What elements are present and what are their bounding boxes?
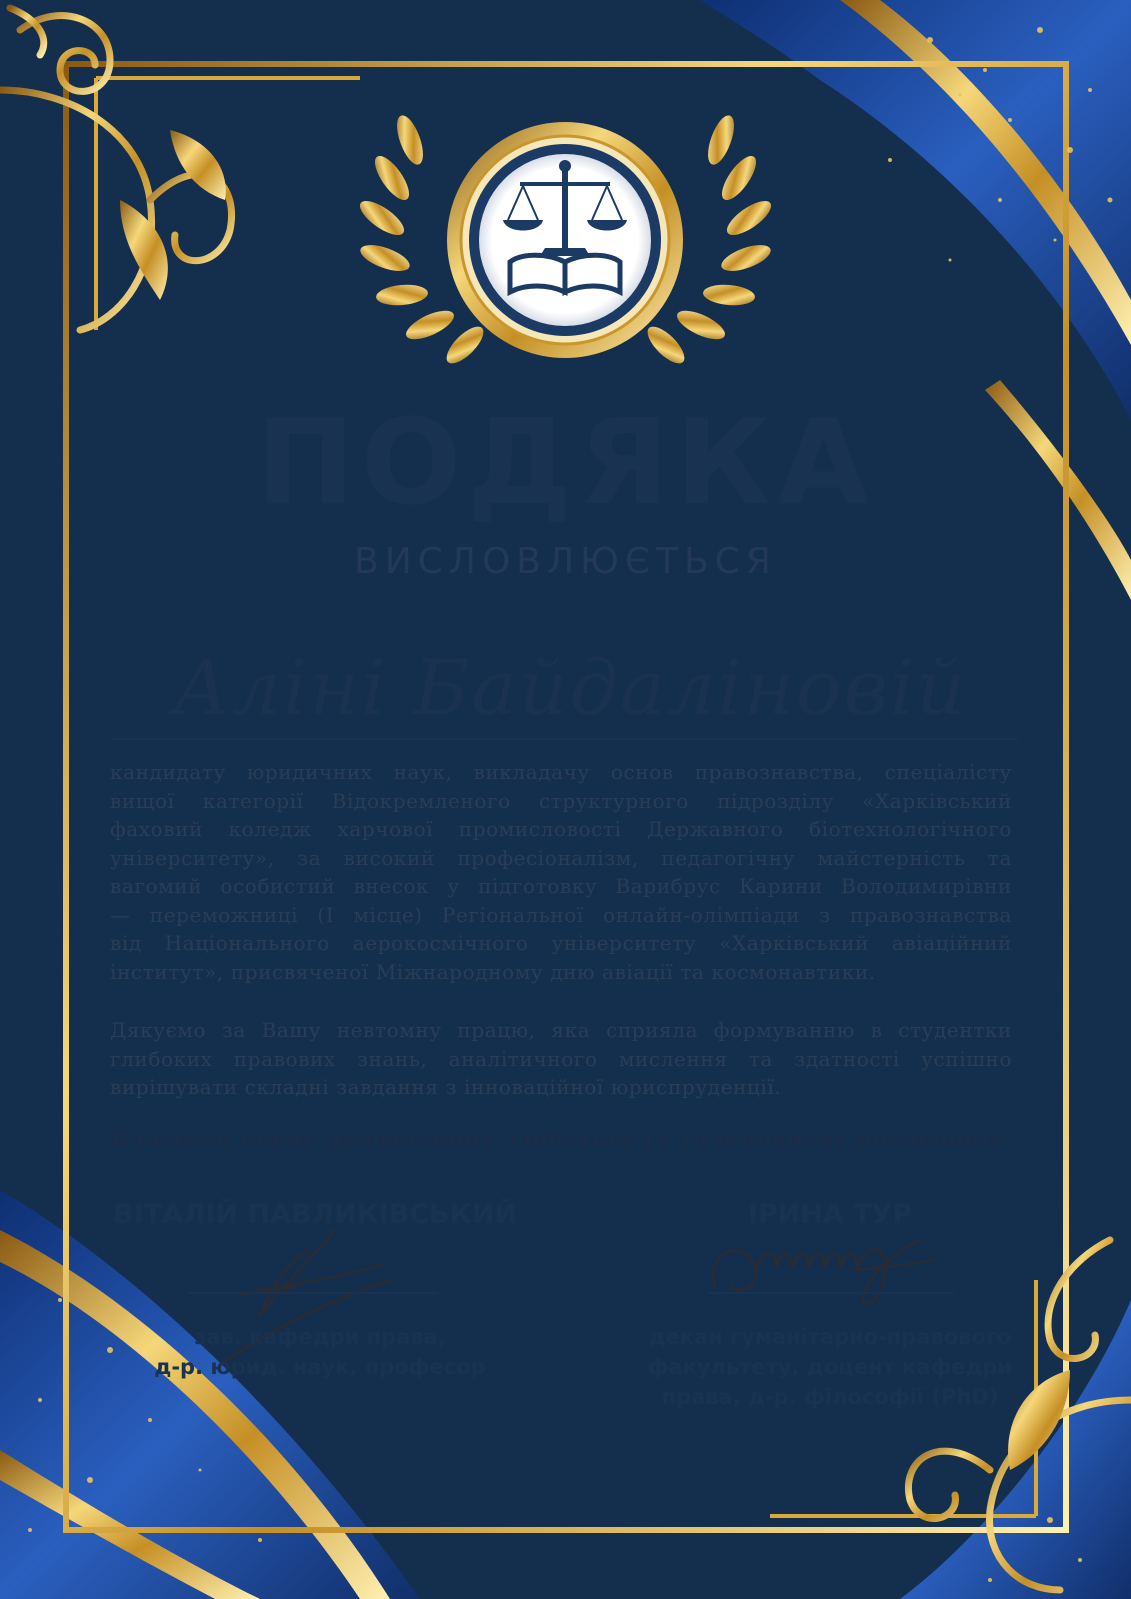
certificate-title: ПОДЯКА xyxy=(256,393,875,531)
signature-line xyxy=(708,1292,954,1294)
certificate-subtitle: ВИСЛОВЛЮЄТЬСЯ xyxy=(354,541,777,582)
signatory-role xyxy=(120,1322,520,1382)
citation-paragraph xyxy=(110,758,1012,986)
wish-line: Бажаємо нових професійних здобутків та талановитих вихованців! xyxy=(112,1126,1018,1150)
gratitude-line: глибоких правових знань, аналітичного мислення та здатності успішно xyxy=(110,1046,1012,1071)
citation-line: інститут», присвяченої Міжнародному дню авіації та космонавтики. xyxy=(110,959,876,984)
citation-line: вищої категорії Відокремленого структурного підрозділу «Харківський xyxy=(110,788,1012,813)
signatory-role-line: права, д-р. філософії (PhD) xyxy=(661,1385,999,1409)
citation-line: вагомий особистий внесок у підготовку Варибрус Карини Володимирівни xyxy=(110,874,1012,898)
signatory-role xyxy=(620,1322,1040,1412)
signatory-role-line: факультету, доцент кафедри xyxy=(647,1355,1013,1379)
gratitude-line: Дякуємо за Вашу невтомну працю, яка сприяла формуванню в студентки xyxy=(110,1018,1012,1042)
citation-line: кандидату юридичних наук, викладачу основ правознавства, спеціалісту xyxy=(110,760,1012,784)
signatory-name: ВІТАЛІЙ ПАВЛИКІВСЬКИЙ xyxy=(113,1199,517,1230)
gratitude-line: вирішувати складні завдання з інноваційної юриспруденції. xyxy=(110,1075,782,1099)
signatory-name: ІРИНА ТУР xyxy=(747,1199,913,1230)
recipient-name: Аліні Байдаліновій xyxy=(172,643,968,732)
gratitude-paragraph xyxy=(110,1016,1012,1102)
signatory-role-line: д-р. юрид. наук, професор xyxy=(154,1355,486,1379)
signatory-role-line: декан гуманітарно-правового xyxy=(648,1325,1012,1349)
signature-image xyxy=(705,1228,955,1318)
citation-line: від Національного аерокосмічного університету «Харківський авіаційний xyxy=(110,931,1012,955)
citation-line: фаховий коледж харчової промисловості Державного біотехнологічного xyxy=(110,817,1012,841)
signature-line xyxy=(188,1292,438,1294)
recipient-underline xyxy=(112,738,1018,740)
citation-line: університету», за високий професіоналізм, педагогічну майстерність та xyxy=(110,845,1012,870)
signatory-role-line: зав. кафедри права, xyxy=(194,1325,446,1349)
citation-line: — переможниці (І місце) Регіональної онлайн-олімпіади з правознавства xyxy=(110,902,1012,927)
